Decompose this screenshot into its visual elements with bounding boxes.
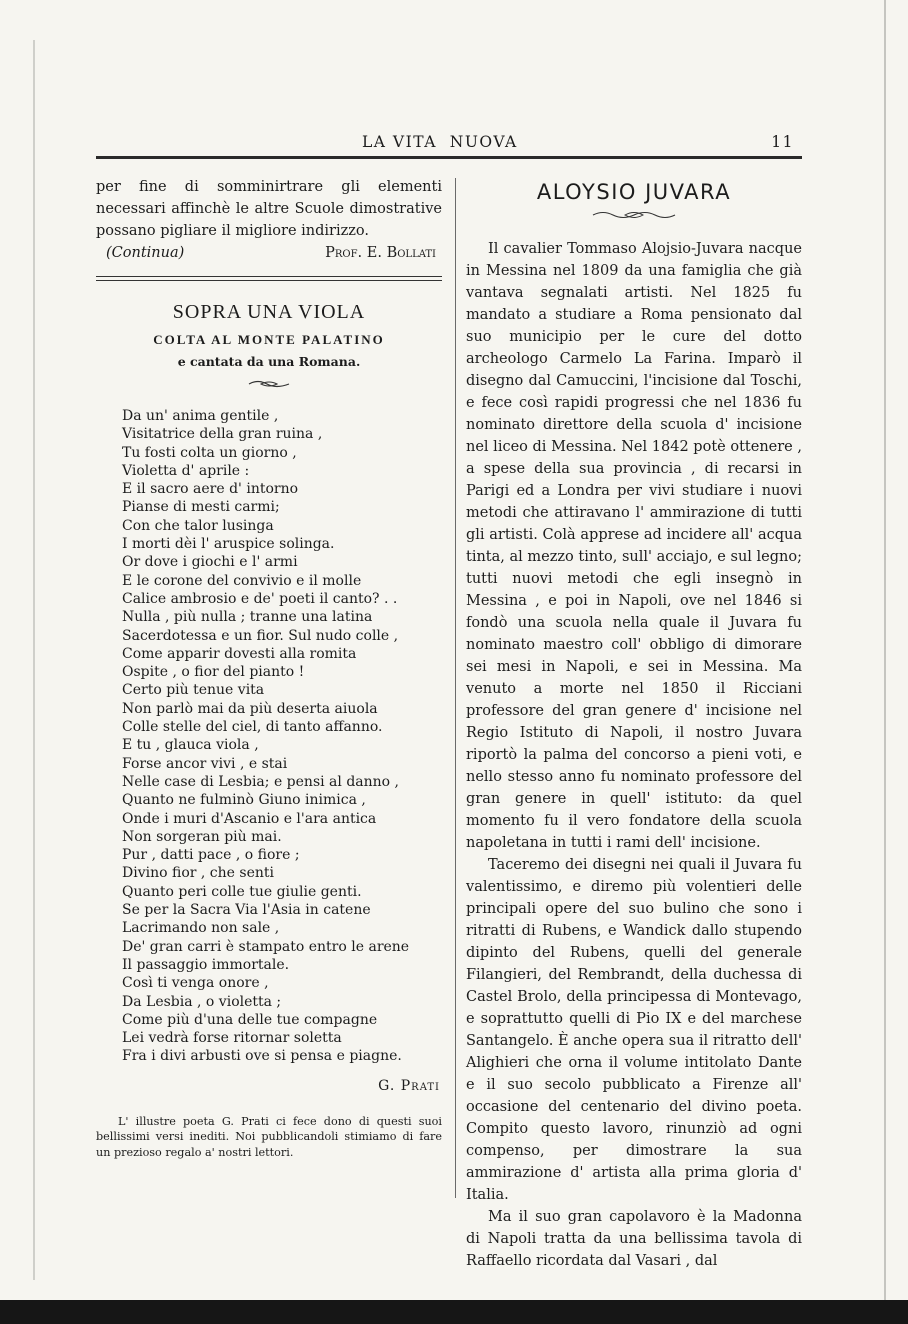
poem-line: Visitatrice della gran ruina , bbox=[122, 426, 323, 443]
poem-line: Tu fosti colta un giorno , bbox=[122, 444, 297, 461]
scan-edge-right bbox=[884, 0, 886, 1300]
article-body bbox=[466, 238, 802, 1272]
poem-line: I morti dèi l' aruspice solinga. bbox=[122, 536, 335, 553]
poem-line: Con che talor lusinga bbox=[122, 517, 274, 534]
poem-line: Pur , datti pace , o fiore ; bbox=[122, 847, 300, 864]
poem-line: Divino fior , che senti bbox=[122, 865, 274, 882]
poem-line: Quanto ne fulminò Giuno inimica , bbox=[122, 792, 366, 809]
poem-line: Lacrimando non sale , bbox=[122, 920, 280, 937]
poem-line: Come apparir dovesti alla romita bbox=[122, 645, 357, 662]
flourish-icon bbox=[591, 209, 677, 221]
running-head bbox=[96, 130, 802, 154]
poem-footnote: L' illustre poeta G. Prati ci fece dono di questi suoi bellissimi versi inediti. Noi pubblicandoli stimiamo di fare un prezioso regalo a' nostri lettori. bbox=[96, 1114, 442, 1159]
poem-line: Lei vedrà forse ritornar soletta bbox=[122, 1030, 342, 1047]
poem-line: Da Lesbia , o violetta ; bbox=[122, 993, 282, 1010]
poem-line: Onde i muri d'Ascanio e l'ara antica bbox=[122, 810, 377, 827]
poem-line: Il passaggio immortale. bbox=[122, 956, 290, 973]
article-title: ALOYSIO JUVARA bbox=[536, 180, 732, 204]
poem-line: Or dove i giochi e l' armi bbox=[122, 554, 298, 571]
article-author: Prof. E. Bollati bbox=[325, 245, 436, 261]
poem-line: Da un' anima gentile , bbox=[122, 408, 279, 424]
header-rule bbox=[96, 156, 802, 159]
poem-line: Pianse di mesti carmi; bbox=[122, 499, 280, 516]
poem-line: Così ti venga onore , bbox=[122, 975, 269, 992]
poem-line: Nulla , più nulla ; tranne una latina bbox=[122, 609, 373, 626]
poem-line: Certo più tenue vita bbox=[122, 682, 265, 699]
poem-title: SOPRA UNA VIOLA bbox=[172, 301, 366, 323]
continuation-paragraph bbox=[96, 176, 442, 242]
continuation-text: per fine di somminirtrare gli elementi necessari affinchè le altre Scuole dimostrative possano pigliare il migliore indirizzo. bbox=[96, 179, 442, 239]
article-paragraph: Ma il suo gran capolavoro è la Madonna di Napoli tratta da una bellissima tavola di Raffaello ricordata dal Vasari , dal bbox=[466, 1209, 802, 1269]
ornament-divider-right bbox=[466, 206, 802, 224]
poem-line: Se per la Sacra Via l'Asia in catene bbox=[122, 902, 371, 919]
poem-line: Quanto peri colle tue giulie genti. bbox=[122, 883, 362, 900]
poem-dedication: e cantata da una Romana. bbox=[177, 354, 361, 369]
poem-body bbox=[96, 407, 442, 1066]
poem-line: Ospite , o fior del pianto ! bbox=[122, 664, 305, 681]
continuation-footer bbox=[96, 242, 442, 264]
left-column bbox=[96, 176, 442, 1160]
poem-line: E il sacro aere d' intorno bbox=[122, 481, 299, 498]
poem-line: Violetta d' aprile : bbox=[122, 462, 250, 479]
scan-bottom-band bbox=[0, 1300, 908, 1324]
article-paragraph: Il cavalier Tommaso Alojsio-Juvara nacque in Messina nel 1809 da una famiglia che già vantava segnalati artisti. Nel 1825 fu mandato a studiare a Roma pensionato dal suo municipio per le cure del dotto archeologo Carmelo La Farina. Imparò il disegno dal Camuccini, l'incisione dal Toschi, e fece così rapidi progressi che nel 1836 fu nominato direttore della scuola d' incisione nel liceo di Messina. Nel 1842 potè ottenere , a spese della sua provincia , di recarsi in Parigi ed a Londra per vivi studiare i nuovi metodi che attiravano l' ammirazione di tutti gli artisti. Colà apprese ad incidere all' acqua tinta, al mezzo tinto, sull' acciajo, e sul legno; tutti nuovi metodi che egli insegnò in Messina , e poi in Napoli, ove nel 1846 si fondò una scuola nella quale il Juvara fu nominato maestro coll' obbligo di dimorare sei mesi in Napoli, e sei in Messina. Ma venuto a morte nel 1850 il Ricciani professore del gran genere d' incisione nel Regio Istituto di Napoli, il nostro Juvara riportò la palma del concorso a pieni voti, e nello stesso anno fu nominato professore del gran genere in quell' istituto: da quel momento fu il vero fondatore della scuola napoletana in tutti i rami dell' incisione. bbox=[466, 241, 802, 851]
article-paragraph: Taceremo dei disegni nei quali il Juvara fu valentissimo, e diremo più volentieri delle principali opere del suo bulino che sono i ritratti di Rubens, e Wandick dallo stupendo dipinto del Rubens, quelli del generale Filangieri, del Rembrandt, della duchessa di Castel Brolo, della principessa di Montevago, e soprattutto quelli di Pio IX e del marchese Santangelo. È anche opera sua il ritratto dell' Alighieri che orna il volume intitolato Dante e il suo secolo pubblicato a Firenze all' occasione del centenario del divino poeta. Compito questo lavoro, rinunziò ad ogni compenso, per dimostrare la sua ammirazione d' artista alla prima gloria d' Italia. bbox=[466, 857, 802, 1203]
poem-signature: G. Prati bbox=[378, 1077, 440, 1094]
poem-line: Nelle case di Lesbia; e pensi al danno , bbox=[122, 773, 399, 790]
continua-label: (Continua) bbox=[106, 245, 185, 261]
poem-line: E tu , glauca viola , bbox=[122, 737, 259, 754]
poem-line: Colle stelle del ciel, di tanto affanno. bbox=[122, 719, 383, 736]
poem-line: Sacerdotessa e un fior. Sul nudo colle , bbox=[122, 627, 399, 644]
column-divider bbox=[455, 178, 456, 1198]
journal-title: LA VITA NUOVA bbox=[362, 133, 518, 151]
poem-line: Come più d'una delle tue compagne bbox=[122, 1011, 378, 1028]
page-number: 11 bbox=[771, 133, 794, 151]
poem-line: E le corone del convivio e il molle bbox=[122, 572, 362, 589]
ornament-divider bbox=[96, 375, 442, 393]
right-column bbox=[466, 176, 802, 1272]
poem-line: Fra i divi arbusti ove si pensa e piagne. bbox=[122, 1048, 402, 1065]
poem-line: Non sorgeran più mai. bbox=[122, 828, 282, 845]
section-separator bbox=[96, 276, 442, 281]
scan-edge-left bbox=[33, 40, 35, 1280]
poem-subtitle: COLTA AL MONTE PALATINO bbox=[153, 332, 385, 347]
poem-line: Non parlò mai da più deserta aiuola bbox=[122, 700, 378, 717]
poem-line: Calice ambrosio e de' poeti il canto? . . bbox=[122, 590, 398, 607]
poem-line: De' gran carri è stampato entro le arene bbox=[122, 938, 410, 955]
flourish-icon bbox=[247, 378, 291, 390]
poem-line: Forse ancor vivi , e stai bbox=[122, 755, 288, 772]
